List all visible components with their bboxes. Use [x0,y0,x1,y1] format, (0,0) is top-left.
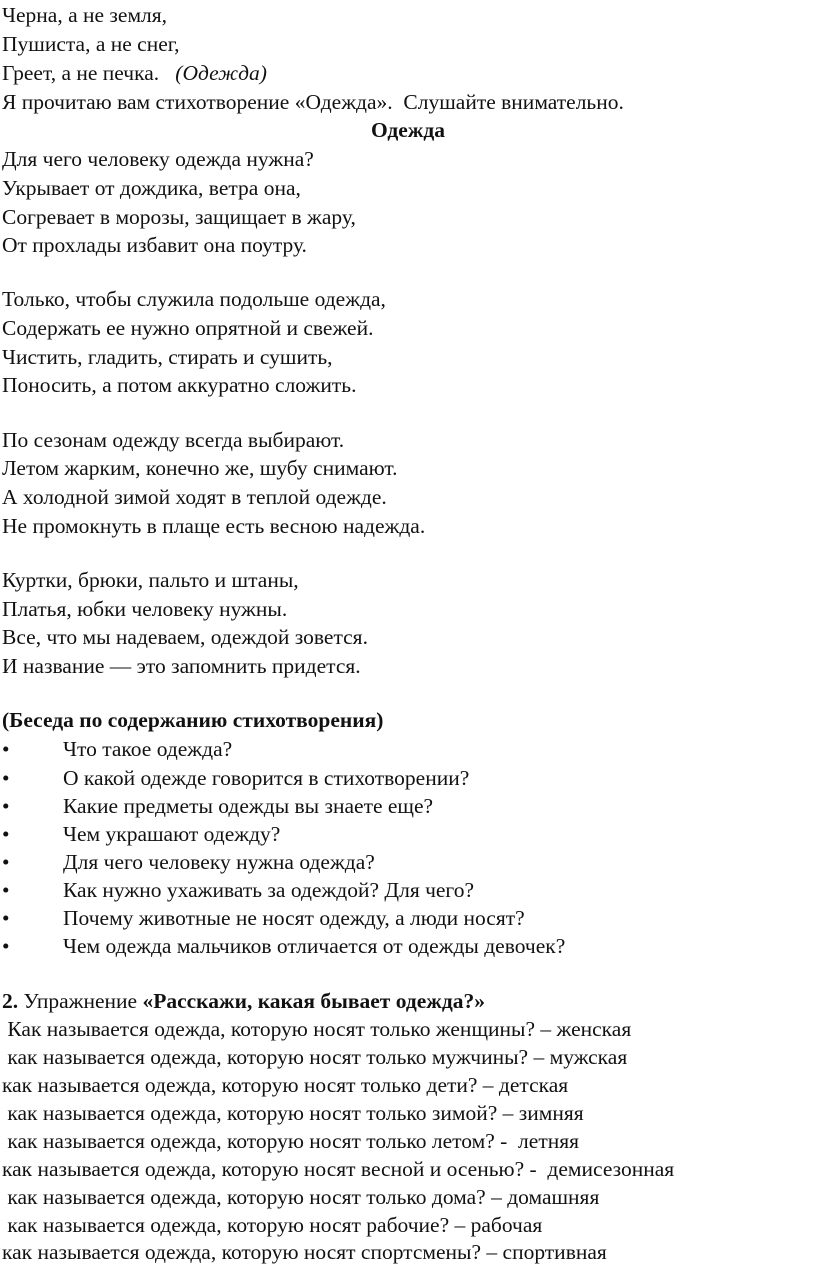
answer-line: как называется одежда, которую носят спортсмены? – спортивная [2,1240,607,1264]
bullet-icon: • [2,850,10,874]
poem-line: По сезонам одежду всегда выбирают. [2,428,345,452]
answer-line: как называется одежда, которую носят только дети? – детская [2,1073,569,1097]
poem-line: Поносить, а потом аккуратно сложить. [2,373,357,397]
answer-line: как называется одежда, которую носят только летом? - летняя [2,1129,579,1153]
answer-line: как называется одежда, которую носят весной и осенью? - демисезонная [2,1157,675,1181]
bullet-icon: • [2,822,10,846]
answer-line: как называется одежда, которую носят рабочие? – рабочая [2,1213,543,1237]
poem-line: А холодной зимой ходят в теплой одежде. [2,485,387,509]
poem-line: Платья, юбки человеку нужны. [2,597,288,621]
exercise-label: Упражнение [18,989,143,1013]
question-text: Чем украшают одежду? [63,822,281,846]
poem-line: Летом жарким, конечно же, шубу снимают. [2,456,398,480]
poem-line: Укрывает от дождика, ветра она, [2,176,301,200]
riddle-line-3 [2,59,267,87]
question-text: Как нужно ухаживать за одеждой? Для чего? [63,878,475,902]
riddle-line-2: Пушиста, а не снег, [2,32,180,56]
answer-line: как называется одежда, которую носят только мужчины? – мужская [2,1045,628,1069]
exercise-title: «Расскажи, какая бывает одежда?» [142,989,485,1013]
riddle-line-3-text: Греет, а не печка. [2,61,176,85]
poem-line: Куртки, брюки, пальто и штаны, [2,568,299,592]
question-text: О какой одежде говорится в стихотворении? [63,766,470,790]
question-text: Что такое одежда? [63,737,233,761]
exercise-number: 2. [2,989,19,1013]
poem-line: Все, что мы надеваем, одеждой зовется. [2,625,368,649]
poem-line: Только, чтобы служила подольше одежда, [2,287,386,311]
poem-line: И название — это запомнить придется. [2,654,361,678]
bullet-icon: • [2,794,10,818]
bullet-icon: • [2,934,10,958]
intro-text: Я прочитаю вам стихотворение «Одежда». Слушайте внимательно. [2,90,624,114]
poem-title: Одежда [370,118,446,142]
answer-line: как называется одежда, которую носят только дома? – домашняя [2,1185,600,1209]
question-text: Чем одежда мальчиков отличается от одежды девочек? [63,934,566,958]
riddle-answer: (Одежда) [175,61,267,85]
question-text: Какие предметы одежды вы знаете еще? [63,794,434,818]
poem-line: Не промокнуть в плаще есть весною надежда. [2,514,426,538]
question-text: Почему животные не носят одежду, а люди носят? [63,906,525,930]
poem-line: Согревает в морозы, защищает в жару, [2,205,356,229]
question-text: Для чего человеку нужна одежда? [63,850,375,874]
answer-line: Как называется одежда, которую носят только женщины? – женская [2,1017,632,1041]
poem-line: Содержать ее нужно опрятной и свежей. [2,316,374,340]
riddle-line-1: Черна, а не земля, [2,3,168,27]
bullet-icon: • [2,906,10,930]
poem-line: Для чего человеку одежда нужна? [2,147,314,171]
bullet-icon: • [2,737,10,761]
bullet-icon: • [2,766,10,790]
answer-line: как называется одежда, которую носят только зимой? – зимняя [2,1101,584,1125]
discussion-heading: (Беседа по содержанию стихотворения) [2,708,384,732]
poem-line: Чистить, гладить, стирать и сушить, [2,345,333,369]
bullet-icon: • [2,878,10,902]
exercise-heading [2,987,485,1015]
poem-line: От прохлады избавит она поутру. [2,233,307,257]
